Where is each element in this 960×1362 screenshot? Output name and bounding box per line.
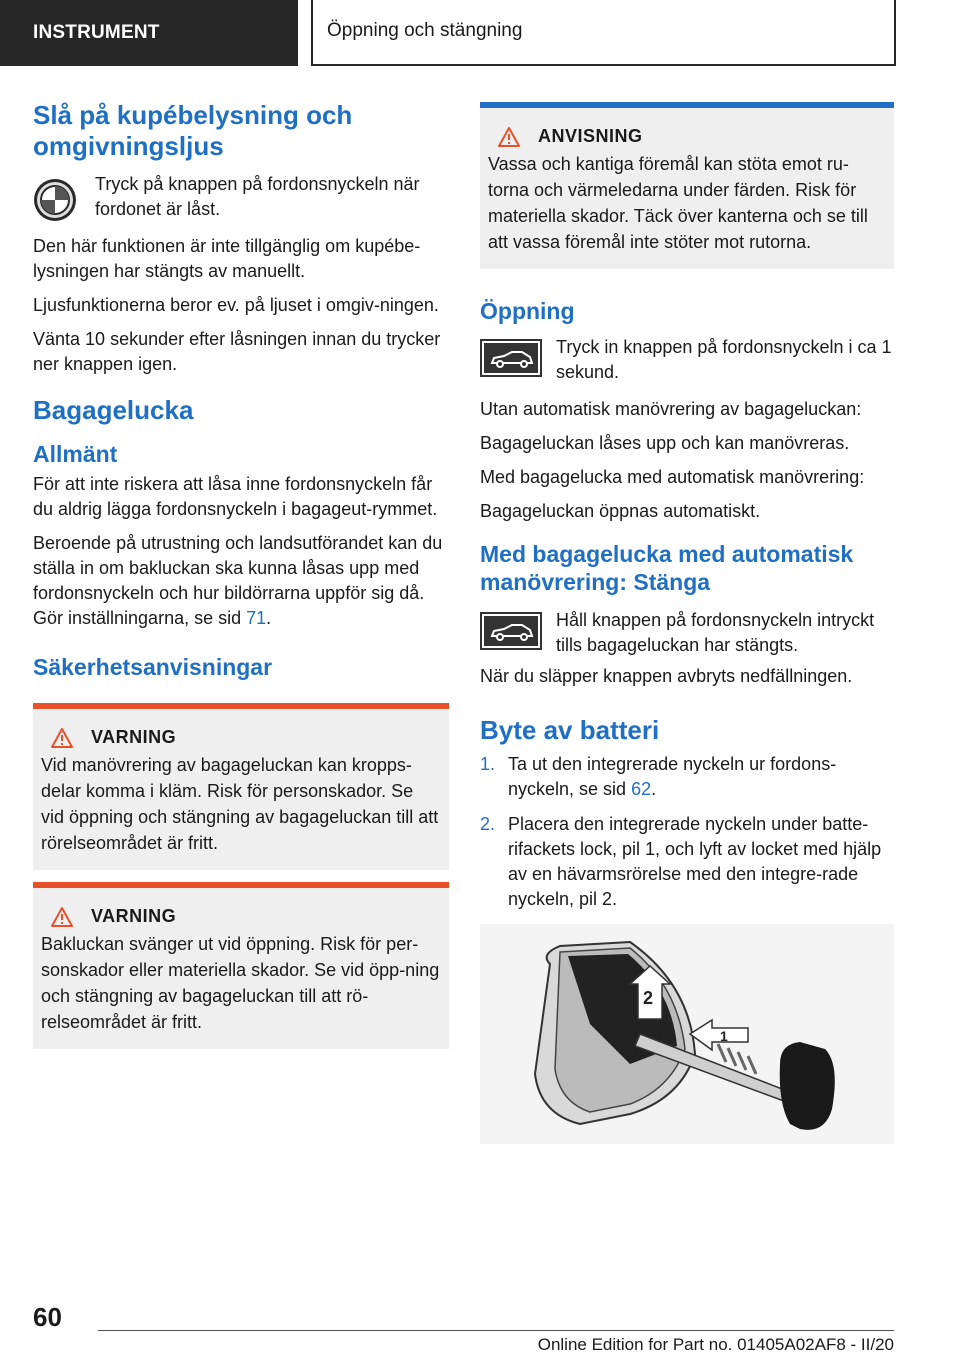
figure-arrow-label-1: 1 bbox=[720, 1028, 728, 1044]
warning-triangle-icon bbox=[51, 907, 73, 927]
battery-heading: Byte av batteri bbox=[480, 715, 660, 745]
opening-p4: Bagageluckan öppnas automatiskt. bbox=[480, 501, 761, 521]
notice-title: ANVISNING bbox=[488, 126, 886, 147]
warning-text-1: Vid manövrering av bagageluckan kan kropps-delar komma i kläm. Risk för personskador. Se vid öppning och stängning av bagageluckan till att rörelseområdet är fritt. bbox=[41, 755, 439, 853]
interior-light-p2: Ljusfunktionerna beror ev. på ljuset i omgiv-ningen. bbox=[33, 295, 439, 315]
general-p2: Beroende på utrustning och landsutförandet kan du ställa in om bakluckan ska kunna låsas upp med fordonsnyckeln och hur bildörrarna uppför sig då. Gör inställningarna, se sid 71. bbox=[33, 533, 443, 628]
closing-instruction-text: Håll knappen på fordonsnyckeln intryckt tills bagageluckan har stängts. bbox=[556, 610, 875, 655]
trunk-button-icon bbox=[480, 612, 542, 650]
opening-p3: Med bagagelucka med automatisk manövrering: bbox=[480, 467, 865, 487]
page-number: 60 bbox=[33, 1302, 62, 1332]
left-column bbox=[33, 100, 449, 1049]
trunk-heading: Bagagelucka bbox=[33, 395, 194, 425]
safety-heading: Säkerhetsanvisningar bbox=[33, 654, 273, 680]
opening-instruction bbox=[480, 335, 896, 385]
section-title: Öppning och stängning bbox=[311, 0, 896, 66]
battery-step-2: 2. Placera den integrerade nyckeln under batte-rifackets lock, pil 1, och lyft av locket med hjälp av en hävarmsrörelse med den integre-rade nyckeln, pil 2. bbox=[480, 814, 882, 909]
trunk-button-icon bbox=[480, 339, 542, 377]
opening-p2: Bagageluckan låses upp och kan manövreras. bbox=[480, 433, 850, 453]
warning-box-2 bbox=[33, 882, 449, 1049]
battery-step-1: 1. Ta ut den integrerade nyckeln ur fordons-nyckeln, se sid 62. bbox=[480, 754, 837, 799]
warning-title-1: VARNING bbox=[41, 727, 441, 748]
page-ref-71-link[interactable]: 71 bbox=[246, 608, 267, 628]
interior-light-p1: Den här funktionen är inte tillgänglig om kupébe-lysningen har stängts av manuellt. bbox=[33, 236, 421, 281]
interior-light-heading: Slå på kupébelysning och omgivningsljus bbox=[33, 100, 353, 161]
footer-edition: Online Edition for Part no. 01405A02AF8 - II/20 bbox=[537, 1335, 894, 1354]
notice-box bbox=[480, 102, 894, 269]
notice-text: Vassa och kantiga föremål kan stöta emot ru-torna och värmeledarna under färden. Risk för materiella skador. Täck över kanterna och se till att vassa föremål inte stöter mot rutorna. bbox=[488, 154, 868, 252]
closing-instruction bbox=[480, 608, 896, 658]
right-column bbox=[480, 102, 896, 1144]
general-heading: Allmänt bbox=[33, 441, 118, 467]
bmw-logo-button-icon bbox=[33, 178, 77, 222]
key-battery-illustration bbox=[480, 924, 894, 1144]
interior-light-instruction bbox=[33, 172, 449, 222]
notice-triangle-icon bbox=[498, 127, 520, 147]
footer-divider bbox=[98, 1330, 894, 1331]
general-p1: För att inte riskera att låsa inne fordonsnyckeln får du aldrig lägga fordonsnyckeln i bagageut-rymmet. bbox=[33, 474, 438, 519]
warning-title-2: VARNING bbox=[41, 906, 441, 927]
warning-box-1 bbox=[33, 703, 449, 870]
figure-arrow-label-2: 2 bbox=[643, 988, 654, 1008]
opening-p1: Utan automatisk manövrering av bagageluckan: bbox=[480, 399, 862, 419]
warning-triangle-icon bbox=[51, 728, 73, 748]
closing-p1: När du släpper knappen avbryts nedfällningen. bbox=[480, 666, 853, 686]
closing-heading: Med bagagelucka med automatisk manövrering: Stänga bbox=[480, 541, 854, 595]
page-ref-62-link[interactable]: 62 bbox=[631, 779, 652, 799]
interior-light-instruction-text: Tryck på knappen på fordonsnyckeln när fordonet är låst. bbox=[95, 174, 420, 219]
chapter-tab: INSTRUMENT bbox=[0, 0, 298, 66]
battery-steps bbox=[480, 752, 896, 912]
page-header bbox=[0, 0, 960, 66]
warning-text-2: Bakluckan svänger ut vid öppning. Risk för per-sonskador eller materiella skador. Se vid öpp-ning och stängning av bagageluckan till att rö-relseområdet är fritt. bbox=[41, 934, 440, 1032]
opening-instruction-text: Tryck in knappen på fordonsnyckeln i ca 1 sekund. bbox=[556, 337, 892, 382]
interior-light-p3: Vänta 10 sekunder efter låsningen innan du trycker ner knappen igen. bbox=[33, 329, 441, 374]
opening-heading: Öppning bbox=[480, 298, 575, 324]
